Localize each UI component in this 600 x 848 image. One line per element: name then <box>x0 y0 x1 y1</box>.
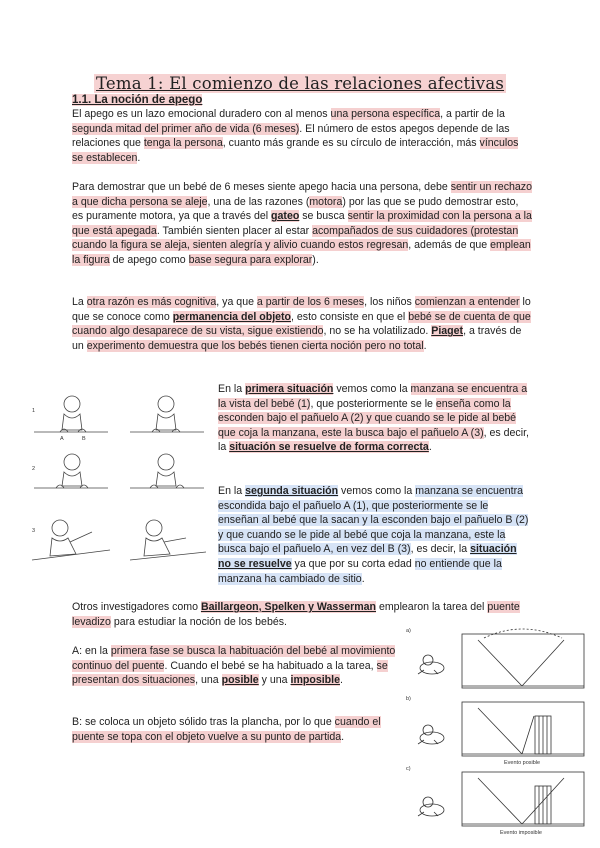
baby-drawing-3b <box>130 520 206 560</box>
label-a: a) <box>406 628 411 634</box>
piaget-experiment-figure <box>30 392 210 578</box>
paragraph-segunda-situacion: En la segunda situación vemos como la manzana se encuentra escondida bajo el pañuelo A (1), que posteriormente se le enseñan al bebé que la sacan y la esconden bajo el pañuelo B (2) y que cuando se le pide al bebé que coja la manzana, este la busca bajo el pañuelo A, en vez del B (3), es decir, la situación no se resuelve ya que por su corta edad no entiende que la manzana ha cambiado de sitio. <box>218 485 529 585</box>
label-1: 1 <box>32 408 36 414</box>
paragraph-fase-a: A: en la primera fase se busca la habituación del bebé al movimiento continuo del puente. Cuando el bebé se ha habituado a la tarea, se presentan dos situaciones, una posible y una imposible. <box>72 645 396 687</box>
paragraph-primera-situacion: En la primera situación vemos como la manzana se encuentra a la vista del bebé (1), que posteriormente se le enseña como la esconden bajo el pañuelo A (2) y que cuando se le pide al bebé que coja la manzana, este la busca bajo el pañuelo A (3), es decir, la situación se resuelve de forma correcta. <box>218 383 529 454</box>
paragraph-apego-definition: El apego es un lazo emocional duradero con al menos una persona específica, a partir de la segunda mitad del primer año de vida (6 meses). El número de estos apegos depende de las relaciones que tenga la persona, cuanto más grande es su círculo de interacción, más vínculos se establecen. <box>72 108 519 164</box>
drawbridge-figure <box>404 624 590 836</box>
section-heading: 1.1. La noción de apego <box>72 94 203 106</box>
drawbridge-panel-a <box>418 629 584 688</box>
paragraph-fase-b: B: se coloca un objeto sólido tras la plancha, por lo que cuando el puente se topa con el objeto vuelve a su punto de partida. <box>72 716 381 743</box>
baby-drawing-3a <box>32 520 110 560</box>
label-2: 2 <box>32 466 36 472</box>
label-b: b) <box>406 696 411 702</box>
label-B: B <box>82 436 86 442</box>
label-3: 3 <box>32 528 36 534</box>
paragraph-investigadores: Otros investigadores como Baillargeon, Spelken y Wasserman emplearon la tarea del puente levadizo para estudiar la noción de los bebés. <box>72 601 520 628</box>
baby-drawing-1b <box>130 396 204 432</box>
label-evento-imposible: Evento imposible <box>500 830 542 836</box>
baby-drawing-1a <box>34 396 108 432</box>
paragraph-cognitiva: La otra razón es más cognitiva, ya que a partir de los 6 meses, los niños comienzan a entender lo que se conoce como permanencia del objeto, esto consiste en que el bebé se de cuenta de que cuando algo desaparece de su vista, sigue existiendo, no se ha volatilizado. Piaget, a través de un experimento demuestra que los bebés tienen cierta noción pero no total. <box>72 296 531 352</box>
label-evento-posible: Evento posible <box>504 760 541 766</box>
paragraph-motora: Para demostrar que un bebé de 6 meses siente apego hacia una persona, debe sentir un rechazo a que dicha persona se aleje, una de las razones (motora) por las que se pudo demostrar esto, es puramente motora, ya que a través del gateo se busca sentir la proximidad con la persona a la que está apegada. También sienten placer al estar acompañados de sus cuidadores (protestan cuando la figura se aleja, sienten alegría y alivio cuando estos regresan, además de que emplean la figura de apego como base segura para explorar). <box>72 181 532 266</box>
drawbridge-panel-b <box>418 702 584 756</box>
page-title: Tema 1: El comienzo de las relaciones afectivas <box>95 74 505 93</box>
baby-drawing-2b <box>130 454 204 488</box>
drawbridge-panel-c <box>418 772 584 826</box>
baby-drawing-2a <box>34 454 108 488</box>
label-c: c) <box>406 766 411 772</box>
label-A: A <box>60 436 64 442</box>
